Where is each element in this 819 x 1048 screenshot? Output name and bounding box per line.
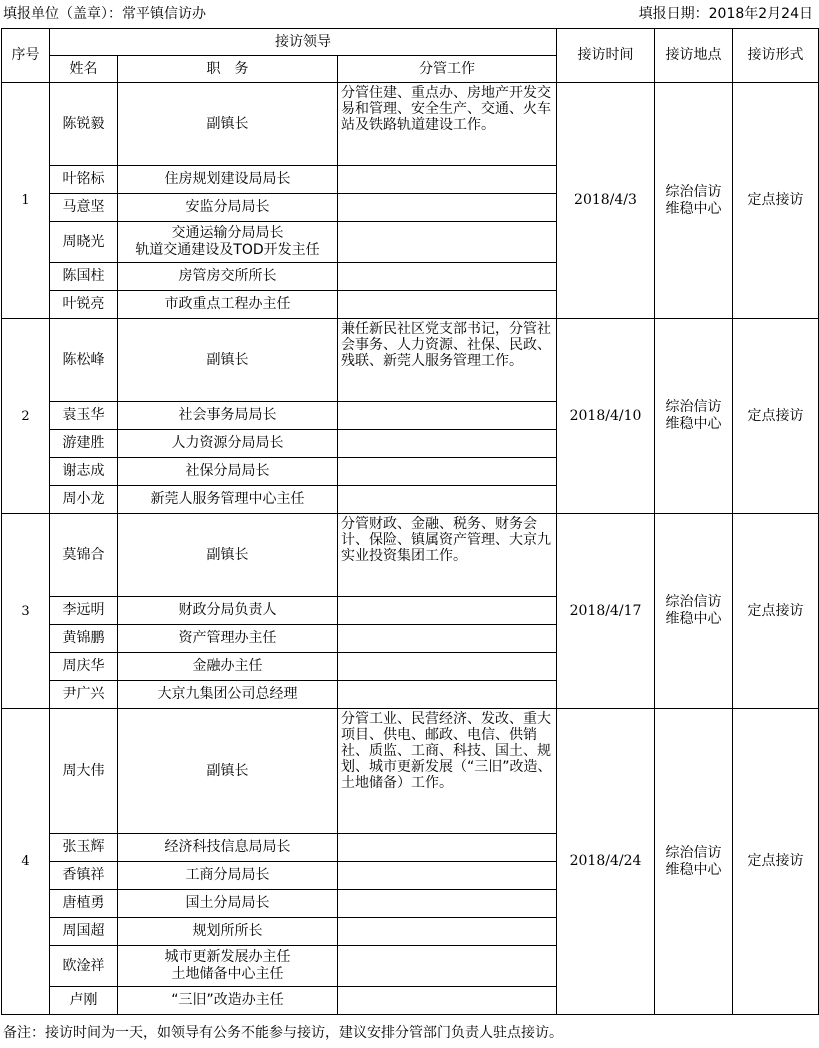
name-cell: 马意坚: [50, 194, 118, 222]
name-cell: 周晓光: [50, 222, 118, 263]
table-row: [2, 709, 819, 834]
position-cell: 社保分局局长: [118, 458, 338, 486]
position-cell: 经济科技信息局局长: [118, 834, 338, 862]
name-cell: 唐植勇: [50, 890, 118, 918]
position-cell: 安监分局局长: [118, 194, 338, 222]
position-cell: 财政分局负责人: [118, 597, 338, 625]
position-cell: 城市更新发展办主任 土地储备中心主任: [118, 946, 338, 987]
reporting-unit: 填报单位（盖章）：常平镇信访办: [3, 6, 206, 22]
position-cell: 副镇长: [118, 83, 338, 166]
name-cell: 游建胜: [50, 430, 118, 458]
duty-cell: [338, 625, 557, 653]
reception-place-cell: 综治信访 维稳中心: [655, 709, 733, 1015]
reception-time-cell: 2018/4/17: [557, 514, 655, 709]
duty-cell: [338, 291, 557, 319]
duty-cell: [338, 222, 557, 263]
name-cell: 欧淦祥: [50, 946, 118, 987]
reporting-date: 填报日期：2018年2月24日: [638, 6, 813, 22]
duty-cell: [338, 166, 557, 194]
reception-time-cell: 2018/4/24: [557, 709, 655, 1015]
position-cell: 交通运输分局局长 轨道交通建设及TOD开发主任: [118, 222, 338, 263]
position-cell: 规划所所长: [118, 918, 338, 946]
reception-form-cell: 定点接访: [733, 709, 819, 1015]
reception-time-cell: 2018/4/10: [557, 319, 655, 514]
header-leaders: 接访领导: [50, 29, 557, 56]
position-cell: 人力资源分局局长: [118, 430, 338, 458]
reception-schedule-table: [1, 28, 819, 1015]
name-cell: 陈松峰: [50, 319, 118, 402]
duty-cell: [338, 653, 557, 681]
duty-cell: [338, 890, 557, 918]
duty-cell: 分管住建、重点办、房地产开发交易和管理、安全生产、交通、火车站及铁路轨道建设工作。: [338, 83, 557, 166]
table-row: [2, 83, 819, 166]
position-cell: 金融办主任: [118, 653, 338, 681]
position-cell: 国土分局局长: [118, 890, 338, 918]
header-form: 接访形式: [733, 29, 819, 83]
name-cell: 莫锦合: [50, 514, 118, 597]
name-cell: 香镇祥: [50, 862, 118, 890]
duty-cell: [338, 402, 557, 430]
name-cell: 黄锦鹏: [50, 625, 118, 653]
position-cell: 住房规划建设局局长: [118, 166, 338, 194]
duty-cell: [338, 597, 557, 625]
reception-place-cell: 综治信访 维稳中心: [655, 319, 733, 514]
position-cell: 资产管理办主任: [118, 625, 338, 653]
position-cell: 市政重点工程办主任: [118, 291, 338, 319]
name-cell: 叶铭标: [50, 166, 118, 194]
name-cell: 尹广兴: [50, 681, 118, 709]
position-cell: 副镇长: [118, 709, 338, 834]
name-cell: 周小龙: [50, 486, 118, 514]
header-position: 职 务: [118, 56, 338, 83]
duty-cell: [338, 862, 557, 890]
duty-cell: [338, 458, 557, 486]
name-cell: 谢志成: [50, 458, 118, 486]
position-cell: 副镇长: [118, 514, 338, 597]
name-cell: 袁玉华: [50, 402, 118, 430]
duty-cell: 分管工业、民营经济、发改、重大项目、供电、邮政、电信、供销社、质监、工商、科技、国土、规划、城市更新发展（“三旧”改造、土地储备）工作。: [338, 709, 557, 834]
duty-cell: [338, 681, 557, 709]
name-cell: 周大伟: [50, 709, 118, 834]
position-cell: 房管房交所所长: [118, 263, 338, 291]
duty-cell: [338, 194, 557, 222]
name-cell: 周庆华: [50, 653, 118, 681]
header-name: 姓名: [50, 56, 118, 83]
name-cell: 陈锐毅: [50, 83, 118, 166]
duty-cell: [338, 946, 557, 987]
seq-cell: 2: [2, 319, 50, 514]
duty-cell: [338, 430, 557, 458]
position-cell: 副镇长: [118, 319, 338, 402]
seq-cell: 1: [2, 83, 50, 319]
position-cell: 工商分局局长: [118, 862, 338, 890]
reception-form-cell: 定点接访: [733, 319, 819, 514]
reception-form-cell: 定点接访: [733, 514, 819, 709]
duty-cell: 分管财政、金融、税务、财务会计、保险、镇属资产管理、大京九实业投资集团工作。: [338, 514, 557, 597]
header-time: 接访时间: [557, 29, 655, 83]
position-cell: 新莞人服务管理中心主任: [118, 486, 338, 514]
position-cell: 社会事务局局长: [118, 402, 338, 430]
table-row: [2, 514, 819, 597]
reception-place-cell: 综治信访 维稳中心: [655, 83, 733, 319]
position-cell: 大京九集团公司总经理: [118, 681, 338, 709]
duty-cell: [338, 834, 557, 862]
header-seq: 序号: [2, 29, 50, 83]
header-duty: 分管工作: [338, 56, 557, 83]
duty-cell: [338, 486, 557, 514]
table-row: [2, 319, 819, 402]
seq-cell: 4: [2, 709, 50, 1015]
footer-note: 备注：接访时间为一天，如领导有公务不能参与接访，建议安排分管部门负责人驻点接访。: [3, 1025, 563, 1041]
reception-time-cell: 2018/4/3: [557, 83, 655, 319]
name-cell: 陈国柱: [50, 263, 118, 291]
name-cell: 张玉辉: [50, 834, 118, 862]
header-row-top: [2, 29, 819, 56]
duty-cell: [338, 987, 557, 1015]
name-cell: 叶锐亮: [50, 291, 118, 319]
reception-place-cell: 综治信访 维稳中心: [655, 514, 733, 709]
duty-cell: [338, 918, 557, 946]
name-cell: 李远明: [50, 597, 118, 625]
name-cell: 周国超: [50, 918, 118, 946]
name-cell: 卢刚: [50, 987, 118, 1015]
seq-cell: 3: [2, 514, 50, 709]
duty-cell: [338, 263, 557, 291]
reception-schedule-table-wrapper: [1, 28, 819, 1015]
duty-cell: 兼任新民社区党支部书记，分管社会事务、人力资源、社保、民政、残联、新莞人服务管理工作。: [338, 319, 557, 402]
reception-form-cell: 定点接访: [733, 83, 819, 319]
position-cell: “三旧”改造办主任: [118, 987, 338, 1015]
header-place: 接访地点: [655, 29, 733, 83]
